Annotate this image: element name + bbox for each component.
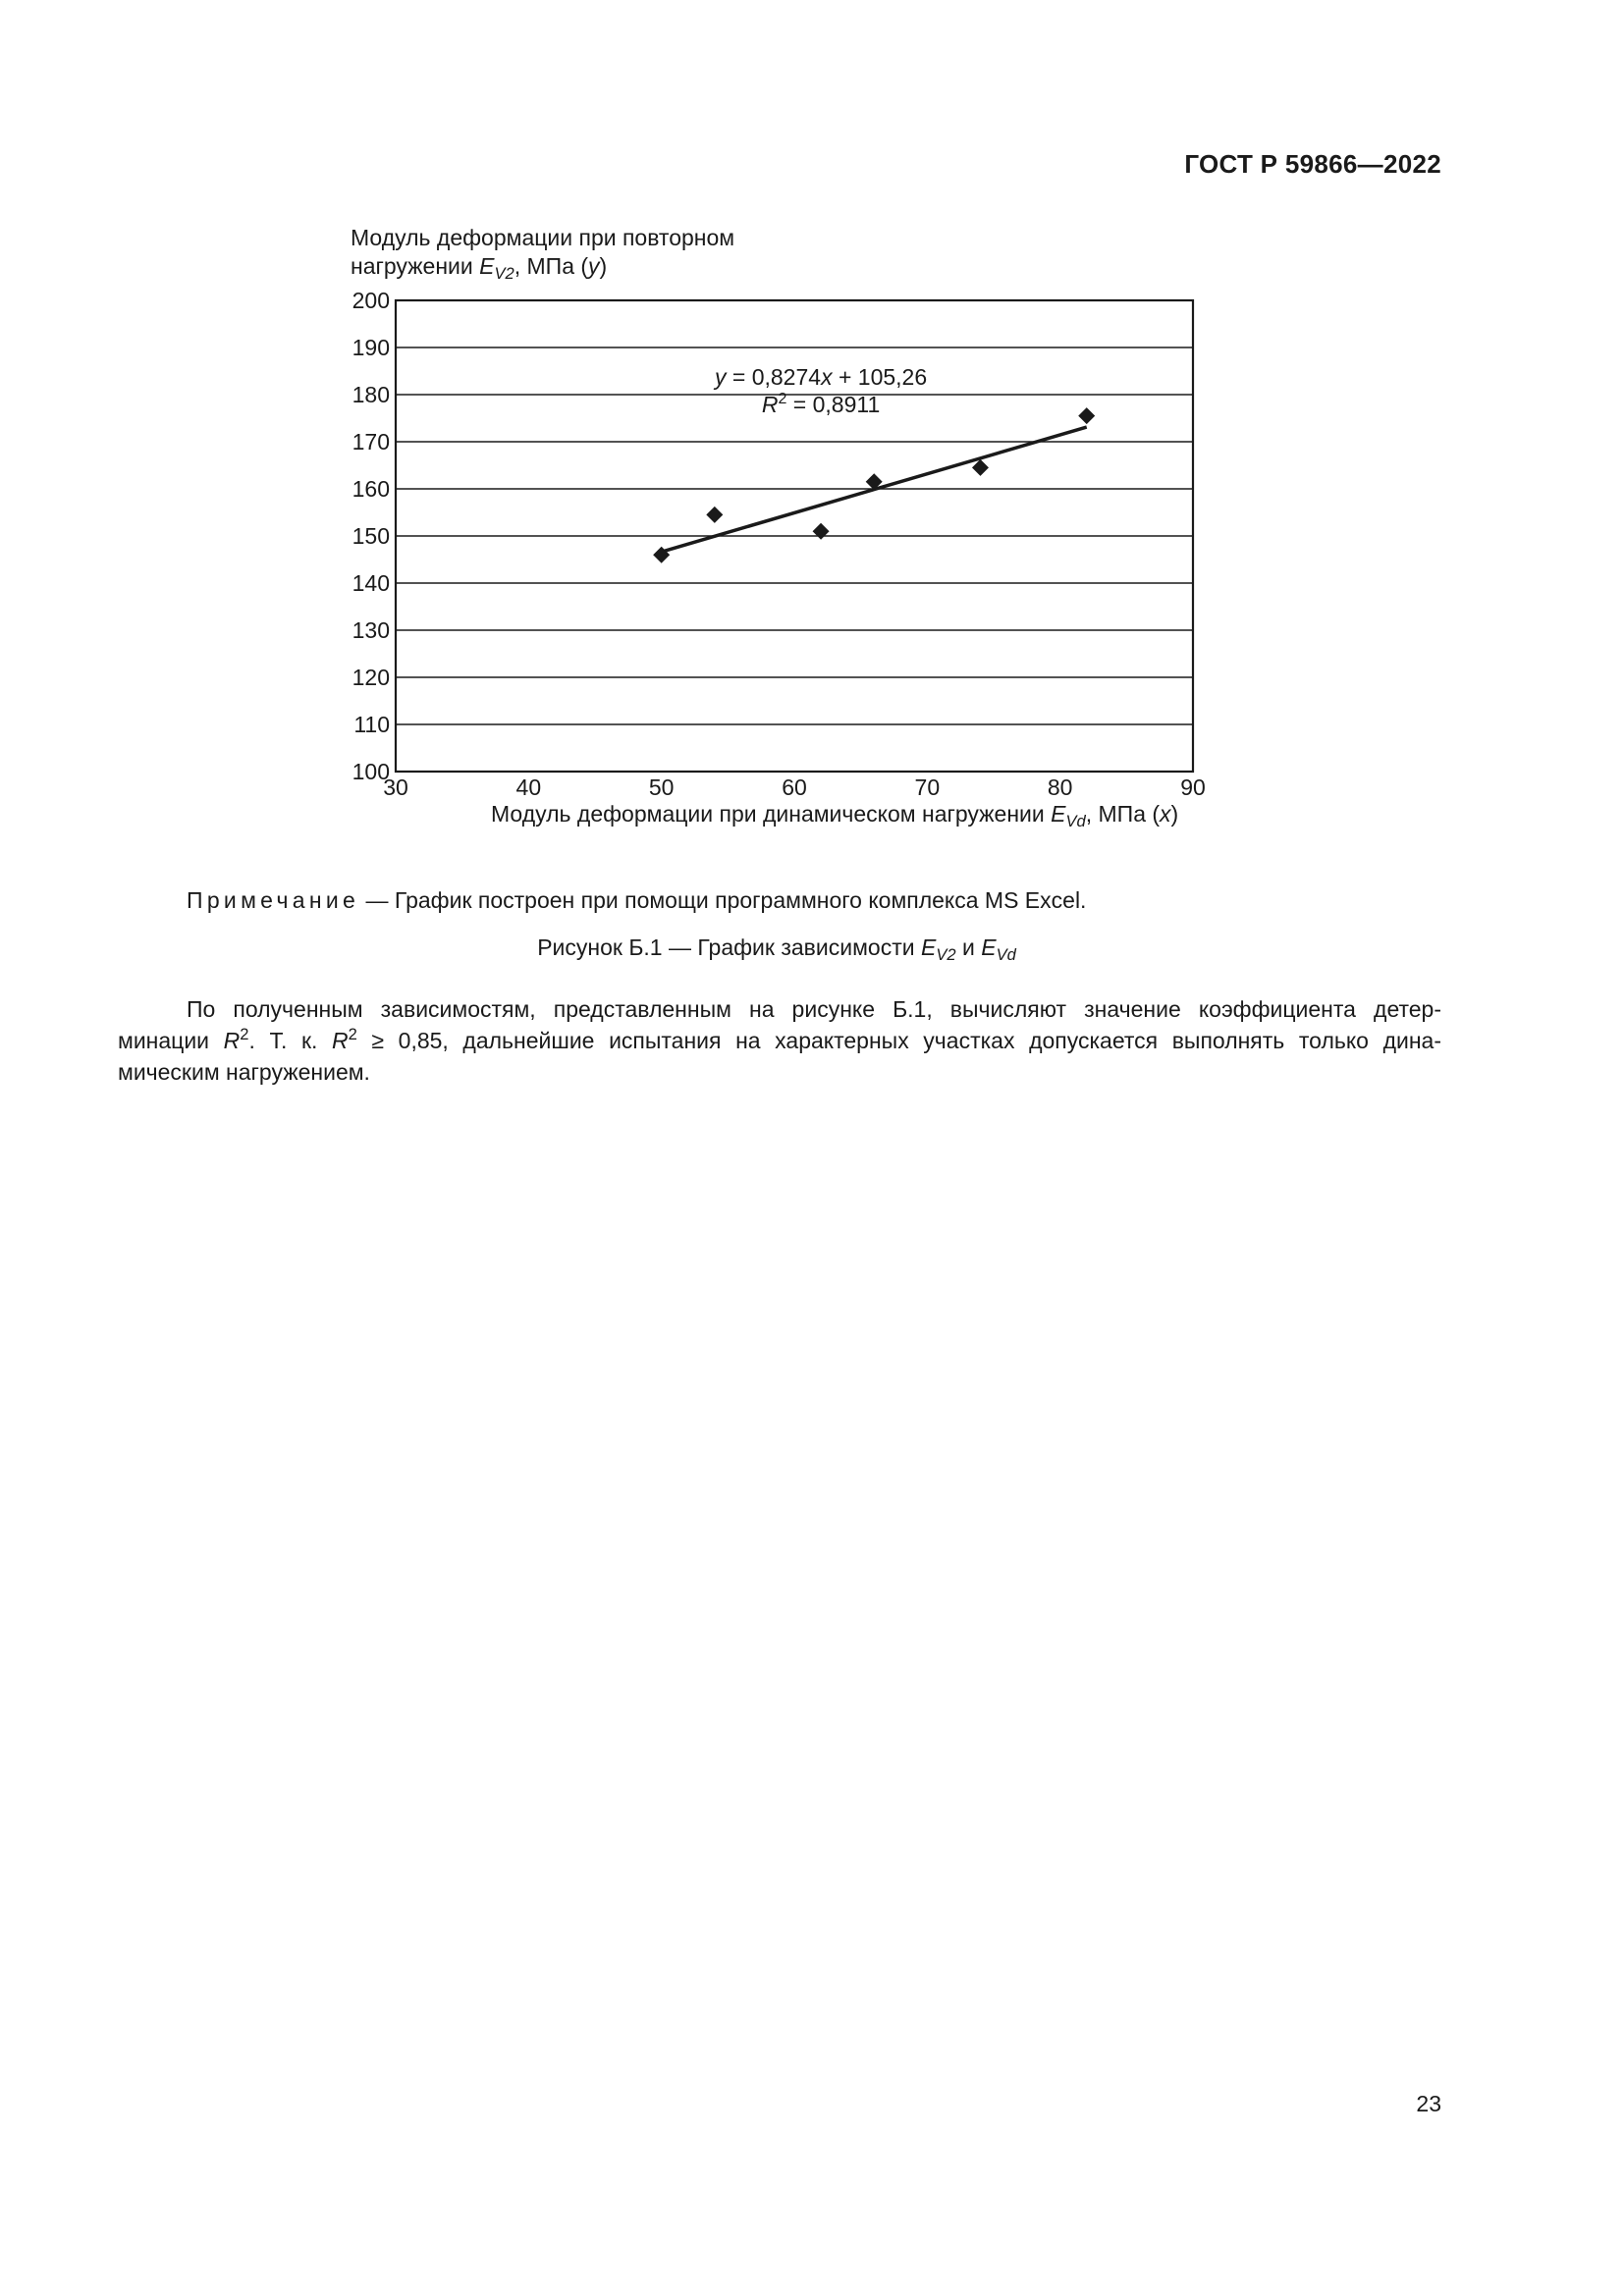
p-l2-a: минации bbox=[118, 1028, 224, 1053]
x-tick-label: 40 bbox=[515, 774, 542, 800]
y-axis-close: ) bbox=[599, 253, 608, 279]
y-axis-var: E bbox=[479, 253, 495, 279]
p-l2-b: . Т. к. bbox=[248, 1028, 332, 1053]
y-tick-label: 170 bbox=[352, 429, 390, 454]
y-tick-label: 110 bbox=[353, 712, 390, 737]
paragraph-line-3: мическим нагружением. bbox=[118, 1059, 370, 1085]
body-paragraph bbox=[118, 993, 1441, 1088]
y-tick-labels bbox=[352, 288, 390, 784]
p-l2-sup: 2 bbox=[240, 1024, 249, 1043]
x-axis-var-sub: Vd bbox=[1065, 811, 1086, 830]
x-axis-var2: x bbox=[1160, 801, 1171, 827]
y-axis-title-line1: Модуль деформации при повторном bbox=[351, 225, 735, 250]
paragraph-line-2 bbox=[118, 1025, 1441, 1056]
y-tick-label: 190 bbox=[352, 335, 390, 360]
y-tick-label: 120 bbox=[352, 665, 390, 690]
y-tick-label: 130 bbox=[352, 617, 390, 643]
x-axis-title-prefix: Модуль деформации при динамическом нагружении bbox=[491, 801, 1052, 827]
y-axis-var2: y bbox=[588, 253, 600, 279]
p-l2-r: R bbox=[223, 1028, 241, 1053]
r-squared-label: $R^2 = 0,8911$ bbox=[761, 391, 881, 417]
x-axis-title bbox=[491, 801, 1178, 828]
x-axis-units: , МПа ( bbox=[1085, 801, 1161, 827]
x-tick-labels bbox=[383, 774, 1206, 800]
x-tick-label: 60 bbox=[782, 774, 807, 800]
y-tick-label: 200 bbox=[352, 288, 390, 313]
caption-prefix: Рисунок Б.1 — График зависимости bbox=[537, 934, 921, 960]
page-number: 23 bbox=[1416, 2091, 1441, 2116]
x-tick-label: 90 bbox=[1180, 774, 1206, 800]
data-points bbox=[653, 407, 1095, 563]
caption-var2: E bbox=[981, 934, 997, 960]
y-axis-var-sub: V2 bbox=[494, 263, 514, 283]
data-point bbox=[1078, 407, 1095, 424]
y-tick-label: 140 bbox=[352, 570, 390, 596]
p-l2-c: ≥ 0,85, дальнейшие испытания на характерных участках допускается выполнять только дина- bbox=[356, 1028, 1441, 1053]
x-tick-label: 50 bbox=[648, 774, 675, 800]
caption-mid: и bbox=[955, 934, 982, 960]
document-number: ГОСТ Р 59866—2022 bbox=[1184, 149, 1441, 179]
x-axis-close: ) bbox=[1170, 801, 1179, 827]
caption-var2-sub: Vd bbox=[996, 944, 1016, 964]
y-tick-label: 150 bbox=[352, 523, 390, 549]
x-tick-label: 80 bbox=[1047, 774, 1073, 800]
paragraph-line-1: По полученным зависимостям, представленным на рисунке Б.1, вычисляют значение коэффициента детер- bbox=[187, 996, 1441, 1022]
caption-var1: E bbox=[920, 934, 937, 960]
x-axis-var: E bbox=[1051, 801, 1066, 827]
y-axis-title-line2 bbox=[351, 252, 734, 281]
p-l2-r2: R bbox=[332, 1028, 349, 1053]
note-label: Примечание bbox=[187, 887, 360, 913]
note-text: — График построен при помощи программного комплекса MS Excel. bbox=[359, 887, 1087, 913]
x-tick-label: 30 bbox=[383, 774, 408, 800]
p-l2-sup2: 2 bbox=[348, 1024, 357, 1043]
y-tick-label: 160 bbox=[352, 476, 390, 502]
figure-caption bbox=[0, 934, 1553, 964]
y-tick-label: 180 bbox=[352, 382, 390, 407]
data-point bbox=[972, 459, 989, 476]
caption-var1-sub: V2 bbox=[936, 944, 956, 964]
y-axis-units: , МПа ( bbox=[514, 253, 589, 279]
data-point bbox=[706, 507, 723, 523]
trend-equation: y = 0,8274x + 105,26 bbox=[715, 364, 928, 390]
data-point bbox=[813, 523, 830, 540]
x-tick-label: 70 bbox=[914, 774, 941, 800]
figure-note bbox=[187, 887, 1086, 914]
scatter-chart bbox=[324, 287, 1227, 817]
y-axis-title-prefix: нагружении bbox=[351, 253, 480, 279]
y-axis-title bbox=[351, 224, 734, 281]
y-tick-label: 100 bbox=[352, 759, 390, 784]
